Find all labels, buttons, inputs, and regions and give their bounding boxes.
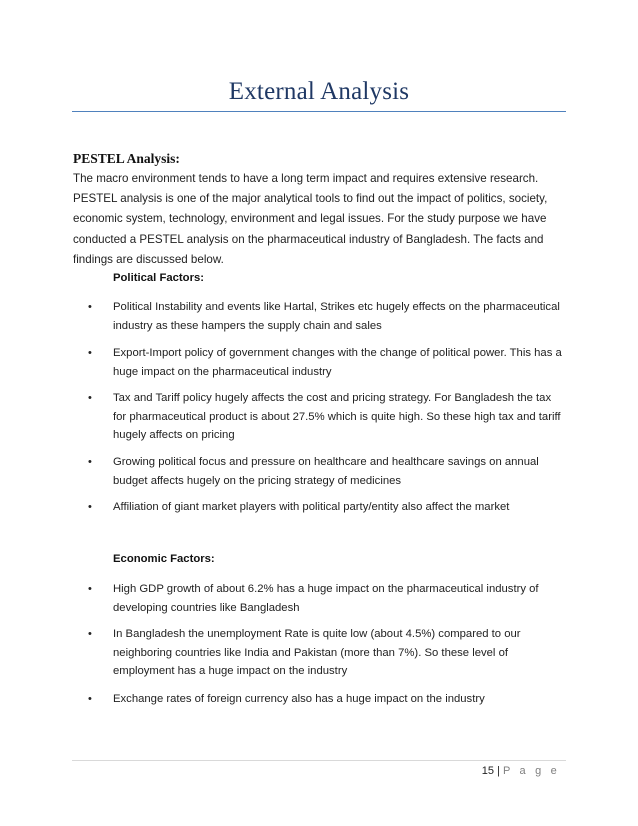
list-item	[88, 625, 564, 681]
list-item-text: Affiliation of giant market players with political party/entity also affect the market	[113, 501, 510, 513]
list-item	[88, 344, 564, 381]
bullet-icon: •	[88, 693, 92, 705]
footer-separator: |	[497, 765, 500, 777]
page-number: 15	[481, 765, 494, 777]
list-item-text: In Bangladesh the unemployment Rate is quite low (about 4.5%) compared to our neighboring countries like India and Pakistan (more than 7%). So these level of employment has a huge impact on the industry	[113, 628, 521, 678]
section-title: PESTEL Analysis:	[73, 151, 180, 166]
list-item-text: Tax and Tariff policy hugely affects the cost and pricing strategy. For Bangladesh the tax for pharmaceutical product is about 27.5% which is quite high. So these high tax and tariff hugely affects on pricing	[113, 392, 561, 442]
list-item-text: Export-Import policy of government changes with the change of political power. This has a huge impact on the pharmaceutical industry	[113, 347, 562, 378]
list-item	[88, 453, 564, 490]
list-item-text: Growing political focus and pressure on healthcare and healthcare savings on annual budget affects hugely on the pricing strategy of medicines	[113, 456, 539, 487]
bullet-icon: •	[88, 501, 92, 513]
page-footer	[482, 765, 560, 777]
list-item-text: Exchange rates of foreign currency also has a huge impact on the industry	[113, 693, 485, 705]
bullet-icon: •	[88, 583, 92, 595]
political-factors-heading: Political Factors:	[113, 272, 205, 284]
list-item-text: Political Instability and events like Hartal, Strikes etc hugely effects on the pharmaceutical industry as these hampers the supply chain and sales	[113, 301, 560, 332]
bullet-icon: •	[88, 456, 92, 468]
bullet-icon: •	[88, 628, 92, 640]
bullet-icon: •	[88, 301, 92, 313]
list-item	[88, 690, 564, 709]
list-item	[88, 389, 564, 445]
economic-factors-heading: Economic Factors:	[113, 553, 215, 565]
page-label: P a g e	[502, 765, 560, 777]
list-item	[88, 580, 564, 617]
bullet-icon: •	[88, 347, 92, 359]
heading-underline	[72, 111, 566, 112]
intro-paragraph: The macro environment tends to have a long term impact and requires extensive research. PESTEL analysis is one of the major analytical tools to find out the impact of politics, society, economic system, technology, environment and legal issues. For the study purpose we have conducted a PESTEL analysis on the pharmaceutical industry of Bangladesh. The facts and findings are discussed below.	[73, 172, 548, 266]
page-heading: External Analysis	[228, 78, 410, 105]
list-item	[88, 498, 564, 517]
list-item	[88, 298, 564, 335]
list-item-text: High GDP growth of about 6.2% has a huge impact on the pharmaceutical industry of developing countries like Bangladesh	[113, 583, 539, 614]
footer-rule	[72, 760, 566, 761]
bullet-icon: •	[88, 392, 92, 404]
